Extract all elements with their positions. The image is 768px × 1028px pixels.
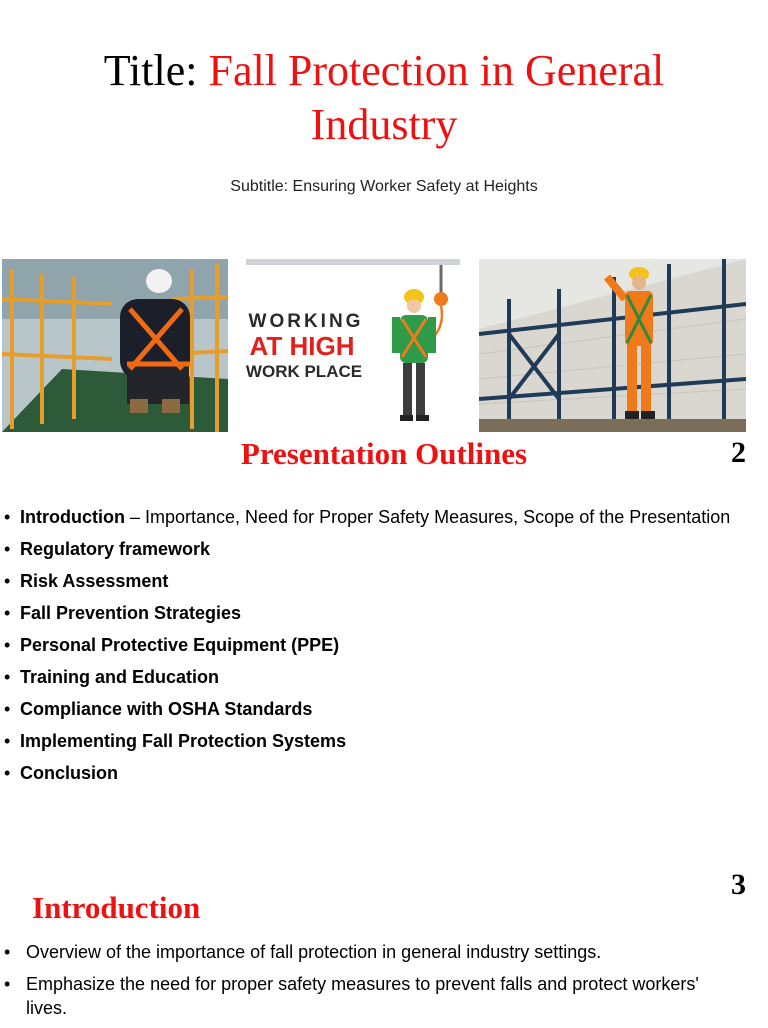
poster-line-2: AT HIGH <box>249 331 355 361</box>
slide-title <box>40 44 728 152</box>
introduction-list <box>0 940 740 1028</box>
working-at-height-poster <box>246 259 460 432</box>
worker-walkway-photo <box>2 259 228 432</box>
title-prefix: Title: <box>103 46 209 95</box>
poster-line-3: WORK PLACE <box>246 362 363 381</box>
outline-item: • Implementing Fall Protection Systems <box>0 729 740 753</box>
intro-item: • Overview of the importance of fall protection in general industry settings. <box>0 940 740 964</box>
outline-item: • Introduction – Importance, Need for Proper Safety Measures, Scope of the Presentation <box>0 505 740 529</box>
intro-item: • Emphasize the need for proper safety measures to prevent falls and protect workers' lives. <box>0 972 740 1020</box>
outline-item: • Compliance with OSHA Standards <box>0 697 740 721</box>
slide-subtitle: Subtitle: Ensuring Worker Safety at Heights <box>230 178 538 195</box>
introduction-heading: Introduction <box>32 890 201 925</box>
outline-item: • Fall Prevention Strategies <box>0 601 740 625</box>
outline-item: • Risk Assessment <box>0 569 740 593</box>
outline-item: • Regulatory framework <box>0 537 740 561</box>
outline-list <box>0 505 740 793</box>
outline-heading: Presentation Outlines <box>240 436 528 471</box>
poster-line-1: WORKING <box>248 311 364 332</box>
slide-number-3: 3 <box>731 868 746 901</box>
worker-scaffold-photo <box>479 259 746 432</box>
title-main: Fall Protection in General Industry <box>208 46 665 149</box>
outline-item: • Training and Education <box>0 665 740 689</box>
outline-item: • Conclusion <box>0 761 740 785</box>
outline-item: • Personal Protective Equipment (PPE) <box>0 633 740 657</box>
slide-number-2: 2 <box>731 436 746 469</box>
